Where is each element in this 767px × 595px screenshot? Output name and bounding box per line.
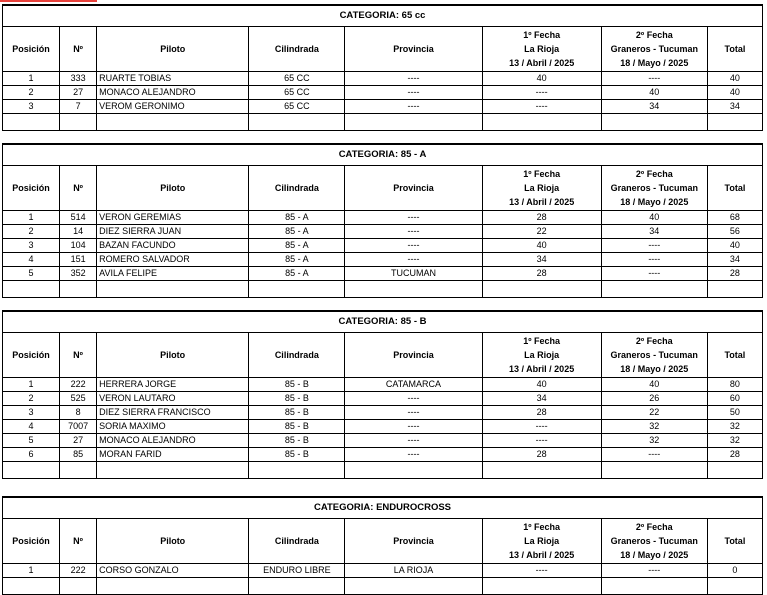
cilindrada-cell: ENDURO LIBRE	[249, 564, 345, 578]
pilot-cell: VERON GEREMIAS	[97, 211, 249, 225]
header-fecha2-line: 18 / Mayo / 2025	[620, 364, 689, 374]
header-total: Total	[707, 333, 762, 378]
number-cell: 27	[60, 86, 97, 100]
fecha1-cell: 28	[482, 448, 601, 462]
header-fecha1-line: La Rioja	[524, 350, 560, 360]
header-row	[3, 27, 763, 72]
category-section	[2, 496, 763, 595]
table-row	[3, 420, 763, 434]
total-cell: 40	[707, 72, 762, 86]
blank-cell	[3, 578, 60, 595]
fecha2-cell: 40	[601, 211, 707, 225]
pilot-cell: VEROM GERONIMO	[97, 100, 249, 114]
header-piloto: Piloto	[97, 333, 249, 378]
pilot-cell: MONACO ALEJANDRO	[97, 86, 249, 100]
provincia-cell: ----	[345, 434, 482, 448]
header-fecha1	[482, 27, 601, 72]
position-cell: 2	[3, 225, 60, 239]
table-row	[3, 564, 763, 578]
fecha2-cell: 26	[601, 392, 707, 406]
position-cell: 1	[3, 72, 60, 86]
table-row	[3, 378, 763, 392]
header-cilindrada: Cilindrada	[249, 333, 345, 378]
header-fecha2-line: 18 / Mayo / 2025	[620, 58, 689, 68]
header-fecha1-line: 13 / Abril / 2025	[509, 58, 575, 68]
results-table	[2, 143, 763, 298]
blank-row	[3, 114, 763, 131]
provincia-cell: ----	[345, 86, 482, 100]
blank-cell	[345, 578, 482, 595]
position-cell: 6	[3, 448, 60, 462]
table-row	[3, 406, 763, 420]
position-cell: 1	[3, 564, 60, 578]
table-row	[3, 72, 763, 86]
blank-cell	[345, 281, 482, 298]
blank-cell	[249, 578, 345, 595]
total-cell: 80	[707, 378, 762, 392]
blank-cell	[60, 114, 97, 131]
fecha2-cell: 40	[601, 86, 707, 100]
results-table	[2, 4, 763, 131]
blank-cell	[482, 578, 601, 595]
provincia-cell: ----	[345, 406, 482, 420]
total-cell: 28	[707, 267, 762, 281]
provincia-cell: ----	[345, 392, 482, 406]
total-cell: 34	[707, 100, 762, 114]
blank-cell	[707, 462, 762, 479]
cilindrada-cell: 85 - B	[249, 392, 345, 406]
position-cell: 1	[3, 211, 60, 225]
header-fecha1-line: 1º Fecha	[523, 169, 561, 179]
header-piloto: Piloto	[97, 166, 249, 211]
pilot-cell: MORAN FARID	[97, 448, 249, 462]
header-provincia: Provincia	[345, 27, 482, 72]
header-piloto: Piloto	[97, 519, 249, 564]
header-fecha2-line: 2º Fecha	[635, 522, 673, 532]
number-cell: 7007	[60, 420, 97, 434]
blank-cell	[482, 281, 601, 298]
blank-row	[3, 281, 763, 298]
fecha1-cell: ----	[482, 564, 601, 578]
blank-cell	[60, 578, 97, 595]
header-fecha1-line: La Rioja	[524, 44, 560, 54]
cilindrada-cell: 85 - A	[249, 253, 345, 267]
total-cell: 34	[707, 253, 762, 267]
header-numero: Nº	[60, 333, 97, 378]
blank-cell	[60, 281, 97, 298]
pilot-cell: AVILA FELIPE	[97, 267, 249, 281]
total-cell: 32	[707, 420, 762, 434]
header-fecha2-line: Graneros - Tucuman	[610, 44, 698, 54]
header-piloto: Piloto	[97, 27, 249, 72]
total-cell: 50	[707, 406, 762, 420]
header-total: Total	[707, 519, 762, 564]
blank-cell	[3, 281, 60, 298]
provincia-cell: TUCUMAN	[345, 267, 482, 281]
cilindrada-cell: 85 - A	[249, 225, 345, 239]
position-cell: 5	[3, 267, 60, 281]
total-cell: 32	[707, 434, 762, 448]
pilot-cell: DIEZ SIERRA FRANCISCO	[97, 406, 249, 420]
header-fecha1	[482, 166, 601, 211]
table-row	[3, 392, 763, 406]
blank-cell	[97, 462, 249, 479]
header-fecha1-line: 1º Fecha	[523, 336, 560, 346]
blank-cell	[707, 114, 762, 131]
pilot-cell: BAZAN FACUNDO	[97, 239, 249, 253]
table-row	[3, 211, 763, 225]
fecha1-cell: ----	[482, 420, 601, 434]
header-posicion: Posición	[3, 27, 60, 72]
total-cell: 0	[707, 564, 762, 578]
fecha2-cell: 32	[601, 420, 707, 434]
blank-cell	[249, 462, 345, 479]
header-posicion: Posición	[3, 519, 60, 564]
number-cell: 85	[60, 448, 97, 462]
position-cell: 4	[3, 253, 60, 267]
header-posicion: Posición	[3, 333, 60, 378]
position-cell: 5	[3, 434, 60, 448]
provincia-cell: ----	[345, 253, 482, 267]
blank-cell	[97, 114, 249, 131]
number-cell: 7	[60, 100, 97, 114]
header-numero: Nº	[60, 27, 97, 72]
header-fecha1-line: 13 / Abril / 2025	[509, 550, 575, 560]
header-fecha2-line: 2º Fecha	[635, 30, 673, 40]
fecha1-cell: 34	[482, 253, 601, 267]
number-cell: 27	[60, 434, 97, 448]
total-cell: 40	[707, 239, 762, 253]
position-cell: 2	[3, 392, 60, 406]
header-provincia: Provincia	[345, 519, 482, 564]
blank-row	[3, 578, 763, 595]
cilindrada-cell: 65 CC	[249, 86, 345, 100]
blank-cell	[97, 281, 249, 298]
number-cell: 333	[60, 72, 97, 86]
cilindrada-cell: 85 - B	[249, 378, 345, 392]
blank-cell	[482, 462, 601, 479]
total-cell: 60	[707, 392, 762, 406]
pilot-cell: RUARTE TOBIAS	[97, 72, 249, 86]
category-section	[2, 143, 763, 298]
number-cell: 222	[60, 564, 97, 578]
provincia-cell: CATAMARCA	[345, 378, 482, 392]
results-table	[2, 496, 763, 595]
header-row	[3, 166, 763, 211]
number-cell: 352	[60, 267, 97, 281]
header-fecha2-line: 2º Fecha	[635, 336, 673, 346]
blank-cell	[601, 462, 707, 479]
fecha2-cell: 40	[601, 378, 707, 392]
fecha2-cell: ----	[601, 267, 707, 281]
number-cell: 151	[60, 253, 97, 267]
cilindrada-cell: 85 - B	[249, 448, 345, 462]
header-fecha2	[601, 27, 707, 72]
position-cell: 3	[3, 239, 60, 253]
provincia-cell: ----	[345, 100, 482, 114]
fecha1-cell: ----	[482, 434, 601, 448]
pilot-cell: DIEZ SIERRA JUAN	[97, 225, 249, 239]
header-total: Total	[707, 166, 762, 211]
category-section	[2, 4, 763, 131]
category-title: CATEGORIA: 85 - A	[3, 144, 763, 166]
cilindrada-cell: 65 CC	[249, 100, 345, 114]
cilindrada-cell: 65 CC	[249, 72, 345, 86]
position-cell: 4	[3, 420, 60, 434]
number-cell: 222	[60, 378, 97, 392]
number-cell: 514	[60, 211, 97, 225]
header-fecha1-line: 13 / Abril / 2025	[509, 197, 575, 207]
pilot-cell: ROMERO SALVADOR	[97, 253, 249, 267]
table-row	[3, 100, 763, 114]
provincia-cell: ----	[345, 420, 482, 434]
header-fecha1-line: La Rioja	[524, 183, 560, 193]
header-cilindrada: Cilindrada	[249, 166, 345, 211]
results-table	[2, 310, 763, 479]
header-provincia: Provincia	[345, 166, 482, 211]
cilindrada-cell: 85 - A	[249, 267, 345, 281]
category-section	[2, 310, 763, 479]
header-cilindrada: Cilindrada	[249, 27, 345, 72]
fecha2-cell: 34	[601, 225, 707, 239]
header-posicion: Posición	[3, 166, 60, 211]
provincia-cell: ----	[345, 211, 482, 225]
header-fecha2-line: 18 / Mayo / 2025	[620, 197, 689, 207]
fecha1-cell: 40	[482, 239, 601, 253]
header-fecha2-line: Graneros - Tucuman	[610, 350, 698, 360]
table-row	[3, 225, 763, 239]
pilot-cell: SORIA MAXIMO	[97, 420, 249, 434]
position-cell: 1	[3, 378, 60, 392]
provincia-cell: ----	[345, 239, 482, 253]
fecha2-cell: ----	[601, 448, 707, 462]
header-fecha2	[601, 519, 707, 564]
header-fecha2	[601, 166, 707, 211]
fecha1-cell: 28	[482, 406, 601, 420]
fecha1-cell: 40	[482, 378, 601, 392]
table-row	[3, 239, 763, 253]
blank-cell	[707, 578, 762, 595]
cilindrada-cell: 85 - A	[249, 239, 345, 253]
table-row	[3, 448, 763, 462]
category-title: CATEGORIA: 85 - B	[3, 311, 763, 333]
provincia-cell: ----	[345, 448, 482, 462]
provincia-cell: LA RIOJA	[345, 564, 482, 578]
fecha2-cell: 32	[601, 434, 707, 448]
header-fecha1-line: 1º Fecha	[523, 30, 561, 40]
header-cilindrada: Cilindrada	[249, 519, 345, 564]
provincia-cell: ----	[345, 72, 482, 86]
number-cell: 14	[60, 225, 97, 239]
header-fecha2-line: Graneros - Tucuman	[610, 536, 698, 546]
blank-cell	[3, 462, 60, 479]
header-fecha1	[482, 519, 601, 564]
cilindrada-cell: 85 - A	[249, 211, 345, 225]
blank-cell	[601, 281, 707, 298]
table-row	[3, 253, 763, 267]
total-cell: 28	[707, 448, 762, 462]
header-row	[3, 333, 763, 378]
blank-cell	[601, 578, 707, 595]
table-row	[3, 267, 763, 281]
blank-cell	[249, 114, 345, 131]
header-fecha2	[601, 333, 707, 378]
blank-cell	[3, 114, 60, 131]
header-fecha1-line: La Rioja	[524, 536, 560, 546]
pilot-cell: VERON LAUTARO	[97, 392, 249, 406]
total-cell: 56	[707, 225, 762, 239]
blank-cell	[249, 281, 345, 298]
fecha1-cell: 28	[482, 211, 601, 225]
header-fecha1-line: 13 / Abril / 2025	[509, 364, 575, 374]
fecha2-cell: ----	[601, 253, 707, 267]
blank-cell	[482, 114, 601, 131]
cilindrada-cell: 85 - B	[249, 406, 345, 420]
blank-cell	[60, 462, 97, 479]
total-cell: 68	[707, 211, 762, 225]
header-fecha1-line: 1º Fecha	[523, 522, 561, 532]
pilot-cell: MONACO ALEJANDRO	[97, 434, 249, 448]
blank-cell	[707, 281, 762, 298]
header-row	[3, 519, 763, 564]
header-numero: Nº	[60, 519, 97, 564]
pilot-cell: HERRERA JORGE	[97, 378, 249, 392]
blank-cell	[97, 578, 249, 595]
header-fecha1	[482, 333, 601, 378]
provincia-cell: ----	[345, 225, 482, 239]
fecha2-cell: 34	[601, 100, 707, 114]
category-title: CATEGORIA: ENDUROCROSS	[3, 497, 763, 519]
header-fecha2-line: 18 / Mayo / 2025	[620, 550, 689, 560]
blank-cell	[345, 114, 482, 131]
fecha1-cell: ----	[482, 86, 601, 100]
header-numero: Nº	[60, 166, 97, 211]
fecha1-cell: 22	[482, 225, 601, 239]
number-cell: 8	[60, 406, 97, 420]
header-total: Total	[707, 27, 762, 72]
position-cell: 3	[3, 100, 60, 114]
total-cell: 40	[707, 86, 762, 100]
number-cell: 525	[60, 392, 97, 406]
header-fecha2-line: 2º Fecha	[635, 169, 673, 179]
blank-row	[3, 462, 763, 479]
fecha2-cell: ----	[601, 564, 707, 578]
position-cell: 2	[3, 86, 60, 100]
fecha2-cell: 22	[601, 406, 707, 420]
number-cell: 104	[60, 239, 97, 253]
fecha2-cell: ----	[601, 239, 707, 253]
fecha2-cell: ----	[601, 72, 707, 86]
position-cell: 3	[3, 406, 60, 420]
header-provincia: Provincia	[345, 333, 482, 378]
fecha1-cell: 28	[482, 267, 601, 281]
category-title: CATEGORIA: 65 cc	[3, 5, 763, 27]
fecha1-cell: 34	[482, 392, 601, 406]
top-accent-mark	[0, 0, 97, 2]
cilindrada-cell: 85 - B	[249, 420, 345, 434]
table-row	[3, 434, 763, 448]
fecha1-cell: ----	[482, 100, 601, 114]
table-row	[3, 86, 763, 100]
header-fecha2-line: Graneros - Tucuman	[610, 183, 698, 193]
pilot-cell: CORSO GONZALO	[97, 564, 249, 578]
fecha1-cell: 40	[482, 72, 601, 86]
blank-cell	[345, 462, 482, 479]
cilindrada-cell: 85 - B	[249, 434, 345, 448]
blank-cell	[601, 114, 707, 131]
